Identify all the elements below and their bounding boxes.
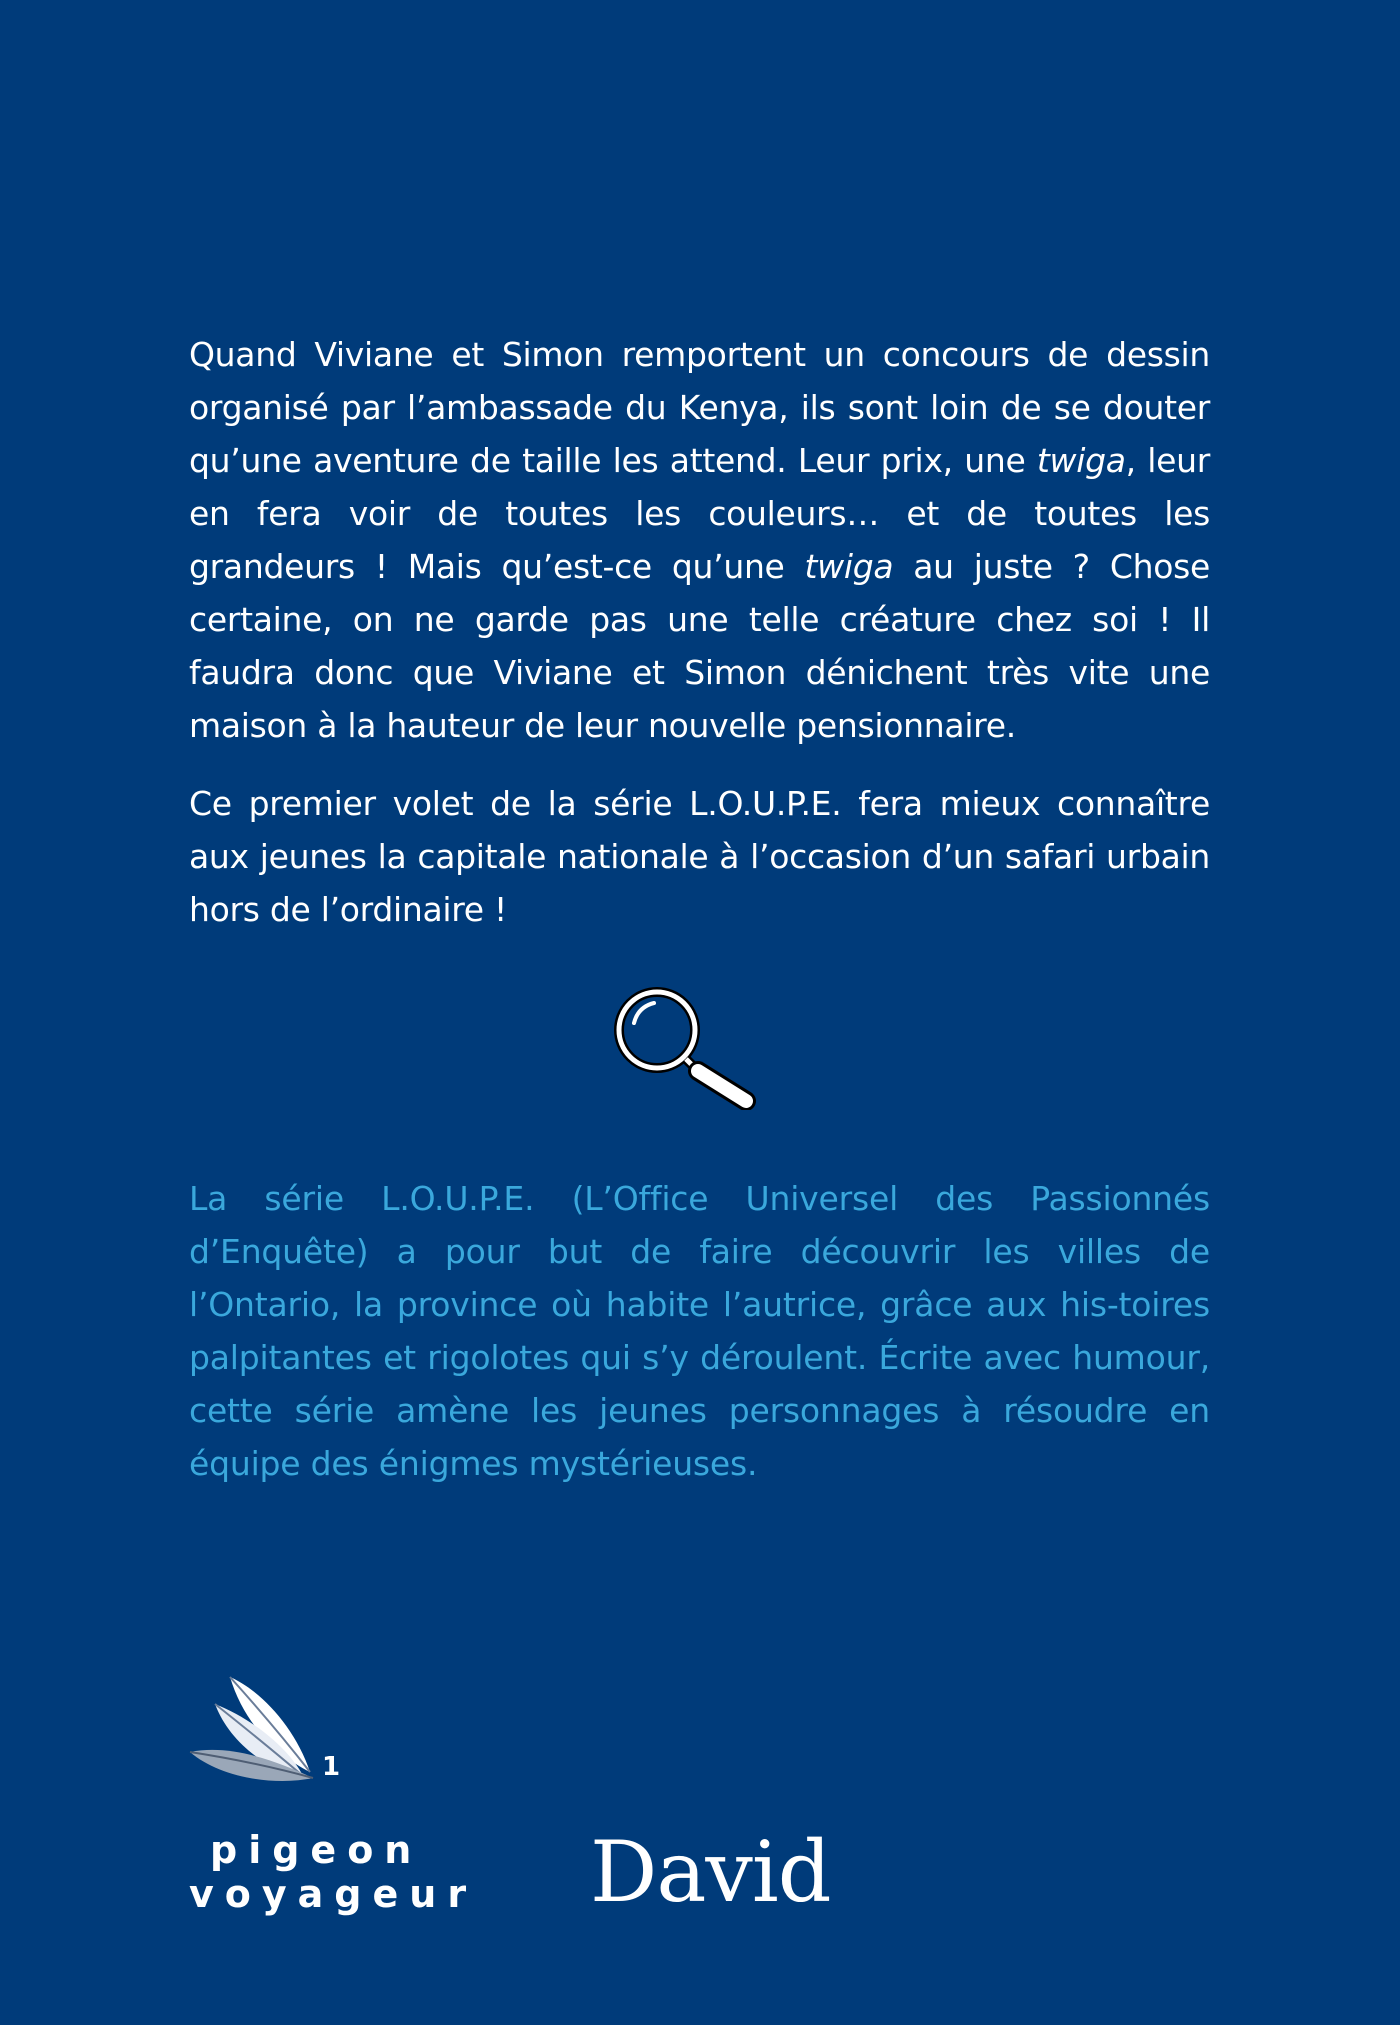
publisher-logo: David (590, 1823, 831, 1921)
volume-number: 1 (322, 1752, 341, 1782)
blurb-emphasis: twiga (804, 547, 894, 586)
blurb-text: , leur en fera voir de toutes les couleurs… et de toutes les grandeurs ! Mais qu’est-ce qu’une (189, 441, 1210, 586)
blurb-text: au juste ? Chose certaine, on ne garde pas une telle créature chez soi ! Il faudra donc que Viviane et Simon dénichent très vite une maison à la hauteur de leur nouvelle pensionnaire. (189, 547, 1210, 745)
collection-name-line-2: voyageur (189, 1872, 478, 1916)
magnifying-glass-icon (612, 985, 757, 1110)
blurb-paragraph-2: Ce premier volet de la série L.O.U.P.E. fera mieux connaître aux jeunes la capitale nationale à l’occasion d’un safari urbain hors de l’ordinaire ! (189, 784, 1210, 929)
series-description: La série L.O.U.P.E. (L’Office Universel des Passionnés d’Enquête) a pour but de faire découvrir les villes de l’Ontario, la province où habite l’autrice, grâce aux his-toires palpitantes et rigolotes qui s’y déroulent. Écrite avec humour, cette série amène les jeunes personnages à résoudre en équipe des énigmes mystérieuses. (189, 1179, 1210, 1483)
blurb-paragraph-1 (189, 328, 1210, 752)
book-blurb (189, 328, 1210, 961)
blurb-text: Quand Viviane et Simon remportent un concours de dessin organisé par l’ambassade du Kenya, ils sont loin de se douter qu’une aventure de taille les attend. Leur prix, une (189, 335, 1210, 480)
blurb-emphasis: twiga (1036, 441, 1126, 480)
collection-name-line-1: pigeon (210, 1828, 423, 1872)
